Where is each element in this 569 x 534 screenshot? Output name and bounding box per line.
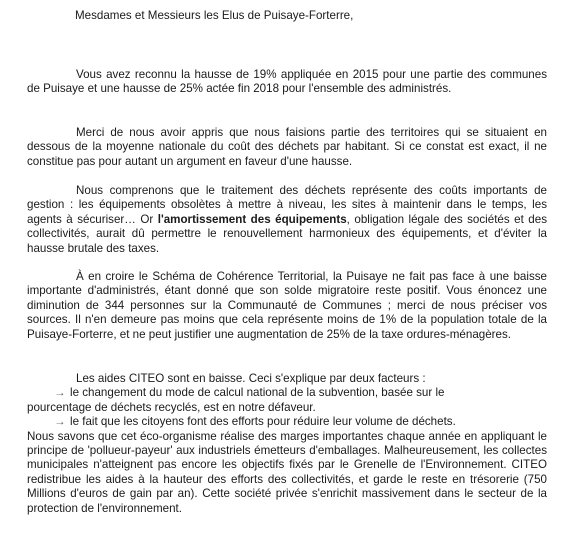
bullet-citizen-efforts xyxy=(27,415,547,429)
bullet-calculation-change xyxy=(27,386,547,400)
paragraph-equipment-costs-text-2: , obligation légale des sociétés et des collectivités, aurait dû permettre le renouvellement harmonieux des équipements, et d'éviter la hausse brutale des taxes. xyxy=(27,212,548,255)
bullet-calculation-change-text-1: le changement du mode de calcul national de la subvention, basée sur le xyxy=(70,386,445,400)
paragraph-tax-increase: Vous avez reconnu la hausse de 19% appliquée en 2015 pour une partie des communes de Puisaye et une hausse de 25% actée fin 2018 pour l'ensemble des administrés. xyxy=(27,68,547,96)
citeo-intro: Les aides CITEO sont en baisse. Ceci s'explique par deux facteurs : xyxy=(76,372,426,385)
arrow-right-icon: → xyxy=(54,415,66,429)
arrow-right-icon: → xyxy=(54,386,66,400)
paragraph-citeo xyxy=(27,372,547,516)
salutation: Mesdames et Messieurs les Elus de Puisaye-Forterre, xyxy=(75,9,354,22)
paragraph-equipment-costs-text-1: Nous comprenons que le traitement des déchets représente des coûts importants de gestion : les équipements obsolètes à mettre à niveau, les sites à maintenir dans le temps, les agents à sécuriser… Or xyxy=(27,184,547,226)
bullet-calculation-change-continued: pourcentage de déchets recyclés, est en notre défaveur. xyxy=(27,400,316,414)
bullet-citizen-efforts-text: le fait que les citoyens font des efforts pour réduire leur volume de déchets. xyxy=(70,415,456,429)
citeo-body: Nous savons que cet éco-organisme réalise des marges importantes chaque année en appliquant le principe de 'pollueur-payeur' aux industriels émetteurs d'emballages. Malheureusement, les collectes municipales n'atteignent pas encore les objectifs fixés par le Grenelle de l'Environnement. CITEO redistribue les aides à la hauteur des efforts des collectivités, et garde le reste en trésorerie (750 Millions d'euros de gain par an). Cette société privée s'enrichit massivement dans le secteur de la protection de l'environnement. xyxy=(27,429,547,515)
paragraph-equipment-costs xyxy=(27,184,547,256)
paragraph-population: À en croire le Schéma de Cohérence Territorial, la Puisaye ne fait pas face à une baisse importante d'administrés, étant donné que son solde migratoire reste positif. Vous énoncez une diminution de 344 personnes sur la Communauté de Communes ; merci de nous préciser vos sources. Il n'en demeure pas moins que cela représente moins de 1% de la population totale de la Puisaye-Forterre, et ne peut justifier une augmentation de 25% de la taxe ordures-ménagères. xyxy=(27,270,547,341)
paragraph-national-average: Merci de nous avoir appris que nous faisions partie des territoires qui se situaient en dessous de la moyenne nationale du coût des déchets par habitant. Si ce constat est exact, il ne constitue pas pour autant un argument en faveur d'une hausse. xyxy=(27,126,547,168)
equipment-amortization-emphasis: l'amortissement des équipements xyxy=(157,212,347,226)
